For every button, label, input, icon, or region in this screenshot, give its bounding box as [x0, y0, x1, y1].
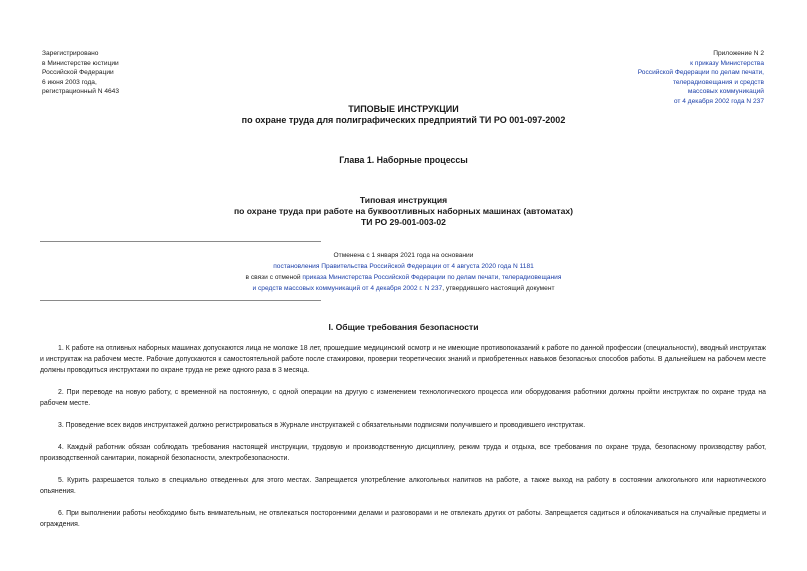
- instruction-code: ТИ РО 29-001-003-02: [361, 217, 446, 227]
- order-link-line[interactable]: к приказу Министерства: [690, 59, 764, 67]
- registration-line: в Министерстве юстиции: [42, 59, 119, 67]
- cancel-line-4-suffix: , утвердившего настоящий документ: [442, 285, 555, 292]
- instruction-line-2: по охране труда при работе на буквоотливных наборных машинах (автоматах): [233, 206, 574, 216]
- paragraph: 4. Каждый работник обязан соблюдать требования настоящей инструкции, трудовую и производственную дисциплину, режим труда и отдыха, все требования по охране труда, безопасному производству работ, производственной санитарии, пожарной безопасности, электробезопасности.: [40, 444, 766, 462]
- order-link-line[interactable]: телерадиовещания и средств: [672, 78, 764, 86]
- paragraph: 1. К работе на отливных наборных машинах допускаются лица не моложе 18 лет, прошедшие медицинский осмотр и не имеющие противопоказаний к работе по данной профессии (специальности), вводный инструктаж и инструктаж на рабочем месте. Рабочие допускаются к самостоятельной работе после стажировки, проверки теоретических знаний и приобретенных навыков безопасных способов работы. В дальнейшем на рабочем месте должны проводиться инструктажи по охране труда не реже одного раза в 3 месяца.: [40, 345, 766, 374]
- registration-line: Российской Федерации: [42, 69, 114, 77]
- section-heading: I. Общие требования безопасности: [328, 322, 479, 332]
- title-line-2: по охране труда для полиграфических предприятий ТИ РО 001-097-2002: [241, 115, 566, 125]
- appendix-number: Приложение N 2: [713, 50, 764, 57]
- appendix-block: [504, 49, 764, 107]
- paragraph: 6. При выполнении работы необходимо быть внимательным, не отвлекаться посторонними делами и разговорами и не отвлекать других от работы. Запрещается садиться и облокачиваться на случайные предметы и ограждения.: [40, 510, 766, 528]
- cancel-line-1: Отменена с 1 января 2021 года на основании: [333, 252, 474, 259]
- order-link-line[interactable]: от 4 декабря 2002 года N 237: [673, 97, 764, 105]
- chapter-heading: Глава 1. Наборные процессы: [339, 155, 468, 165]
- order-link-line[interactable]: массовых коммуникаций: [687, 88, 764, 96]
- instruction-line-1: Типовая инструкция: [359, 195, 448, 205]
- registration-block: [42, 49, 242, 97]
- registration-line: Зарегистрировано: [42, 50, 99, 57]
- cancellation-note: [0, 250, 807, 294]
- document-title: [0, 104, 807, 126]
- cancel-line-3-prefix: в связи с отменой: [245, 274, 303, 281]
- paragraphs: [40, 343, 766, 530]
- title-line-1: ТИПОВЫЕ ИНСТРУКЦИИ: [348, 104, 459, 114]
- registration-line: регистрационный N 4643: [42, 88, 120, 96]
- order-link-line[interactable]: Российской Федерации по делам печати,: [637, 69, 764, 77]
- instruction-title: [0, 195, 807, 228]
- divider-top: [40, 241, 321, 242]
- ministry-order-link[interactable]: приказа Министерства Российской Федерации по делам печати, телерадиовещания: [302, 274, 562, 281]
- paragraph: 3. Проведение всех видов инструктажей должно регистрироваться в Журнале инструктажей с обязательными подписями получившего и проводившего инструктаж.: [58, 422, 586, 429]
- paragraph: 5. Курить разрешается только в специально отведенных для этого местах. Запрещается употребление алкогольных напитков на работе, а также выход на работу в состоянии алкогольного или наркотического опьянения.: [40, 477, 766, 495]
- divider-bottom: [40, 300, 321, 301]
- paragraph: 2. При переводе на новую работу, с временной на постоянную, с одной операции на другую с изменением технологического процесса или оборудования работники должны пройти инструктаж по охране труда на рабочем месте.: [40, 389, 766, 407]
- ministry-order-link-cont[interactable]: и средств массовых коммуникаций от 4 декабря 2002 г. N 237: [252, 285, 443, 292]
- government-decree-link[interactable]: постановления Правительства Российской Федерации от 4 августа 2020 года N 1181: [273, 263, 534, 270]
- registration-line: 6 июня 2003 года,: [42, 78, 97, 86]
